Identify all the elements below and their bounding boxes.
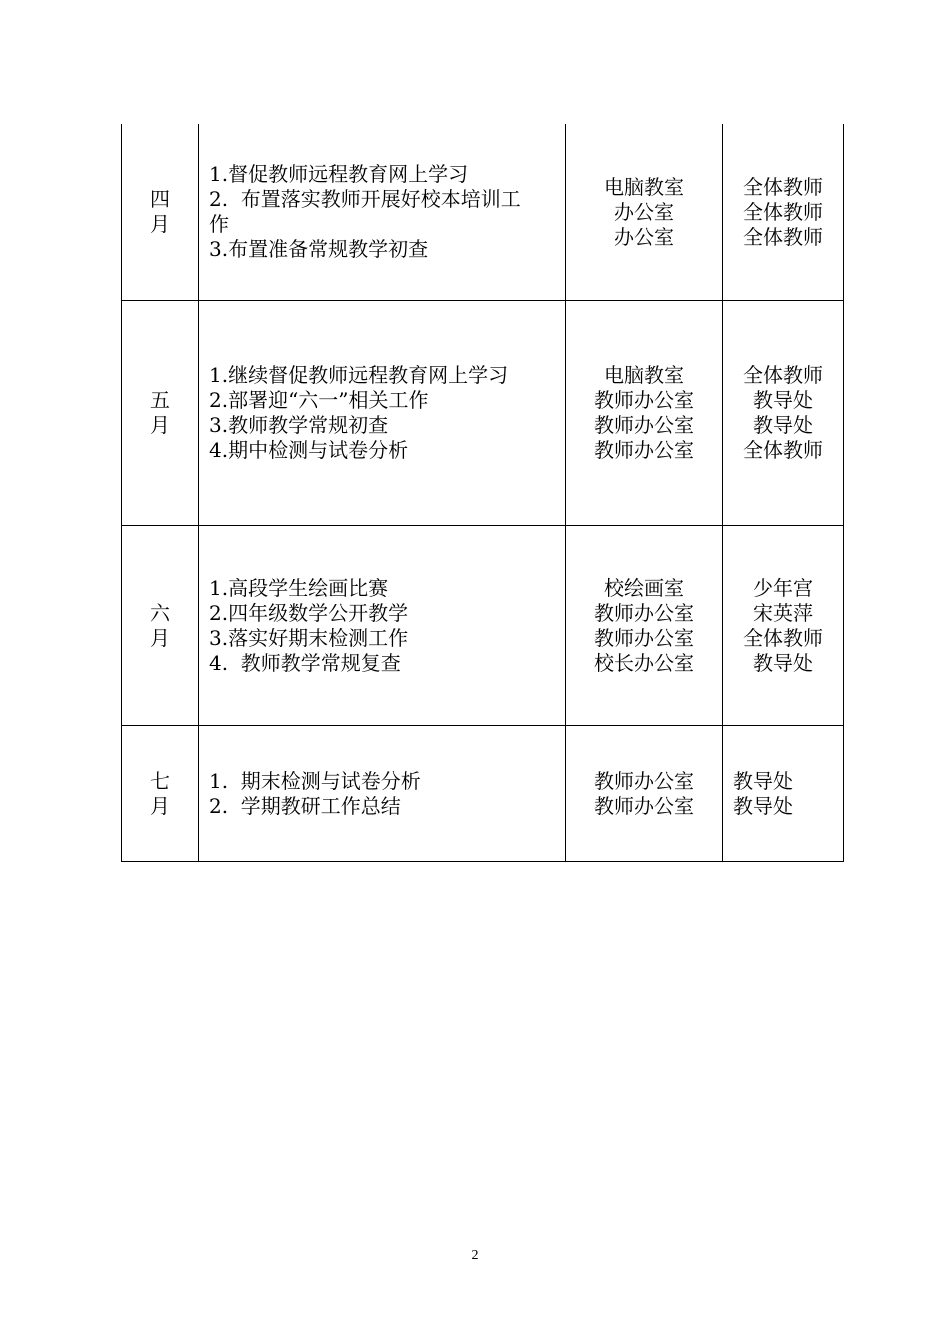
activity-item: 2.四年级数学公开教学: [209, 600, 409, 625]
location-item: 校绘画室: [604, 575, 684, 600]
participant-item: 教导处: [733, 793, 793, 818]
month-cell: [121, 526, 198, 725]
table-row: [121, 726, 844, 862]
participant-item: 全体教师: [743, 363, 823, 387]
schedule-table: [121, 124, 844, 862]
participant-item: 全体教师: [743, 174, 823, 199]
location-cell: [565, 301, 722, 525]
activity-item: 3.落实好期末检测工作: [209, 625, 409, 650]
participants-cell: [722, 301, 844, 525]
participant-item: 教导处: [733, 768, 793, 793]
activity-item: 2. 布置落实教师开展好校本培训工: [209, 187, 521, 211]
activity-item: 2. 学期教研工作总结: [209, 793, 401, 818]
activities-cell: [198, 726, 565, 861]
month-char: 月: [150, 793, 170, 818]
activity-item: 3.布置准备常规教学初查: [209, 237, 429, 261]
participant-item: 教导处: [753, 413, 813, 437]
activity-item: 1.督促教师远程教育网上学习: [209, 162, 469, 186]
table-row: [121, 526, 844, 726]
month-char: 四: [150, 187, 170, 211]
month-char: 月: [150, 413, 170, 437]
location-cell: [565, 726, 722, 861]
table-row: [121, 124, 844, 301]
location-item: 教师办公室: [594, 438, 694, 462]
location-item: 教师办公室: [594, 625, 694, 650]
location-item: 教师办公室: [594, 413, 694, 437]
participants-cell: [722, 526, 844, 725]
activity-item: 1.继续督促教师远程教育网上学习: [209, 363, 509, 387]
activities-cell: [198, 124, 565, 300]
location-item: 办公室: [614, 199, 674, 224]
activity-item: 4.期中检测与试卷分析: [209, 438, 409, 462]
participants-cell: [722, 124, 844, 300]
participant-item: 少年宫: [753, 575, 813, 600]
activity-item: 2.部署迎“六一”相关工作: [209, 388, 429, 412]
participant-item: 全体教师: [743, 224, 823, 249]
month-char: 月: [150, 625, 170, 650]
month-char: 月: [150, 212, 170, 236]
location-item: 校长办公室: [594, 650, 694, 675]
activity-item: 1. 期末检测与试卷分析: [209, 768, 421, 793]
participant-item: 宋英萍: [753, 600, 813, 625]
location-item: 办公室: [614, 224, 674, 249]
location-item: 教师办公室: [594, 768, 694, 793]
month-cell: [121, 301, 198, 525]
activity-item: 1.高段学生绘画比赛: [209, 575, 389, 600]
activity-item: 3.教师教学常规初查: [209, 413, 389, 437]
location-cell: [565, 526, 722, 725]
activities-cell: [198, 526, 565, 725]
activity-item: 作: [209, 212, 229, 236]
participant-item: 全体教师: [743, 199, 823, 224]
month-cell: [121, 124, 198, 300]
location-item: 电脑教室: [604, 174, 684, 199]
participant-item: 全体教师: [743, 438, 823, 462]
activities-cell: [198, 301, 565, 525]
table-row: [121, 301, 844, 526]
participant-item: 教导处: [753, 388, 813, 412]
location-cell: [565, 124, 722, 300]
location-item: 教师办公室: [594, 388, 694, 412]
participants-cell: [722, 726, 844, 861]
location-item: 教师办公室: [594, 793, 694, 818]
month-cell: [121, 726, 198, 861]
month-char: 六: [150, 600, 170, 625]
month-char: 五: [150, 388, 170, 412]
participant-item: 教导处: [753, 650, 813, 675]
participant-item: 全体教师: [743, 625, 823, 650]
page-number: 2: [471, 1248, 479, 1263]
activity-item: 4. 教师教学常规复查: [209, 650, 401, 675]
month-char: 七: [150, 768, 170, 793]
location-item: 电脑教室: [604, 363, 684, 387]
location-item: 教师办公室: [594, 600, 694, 625]
